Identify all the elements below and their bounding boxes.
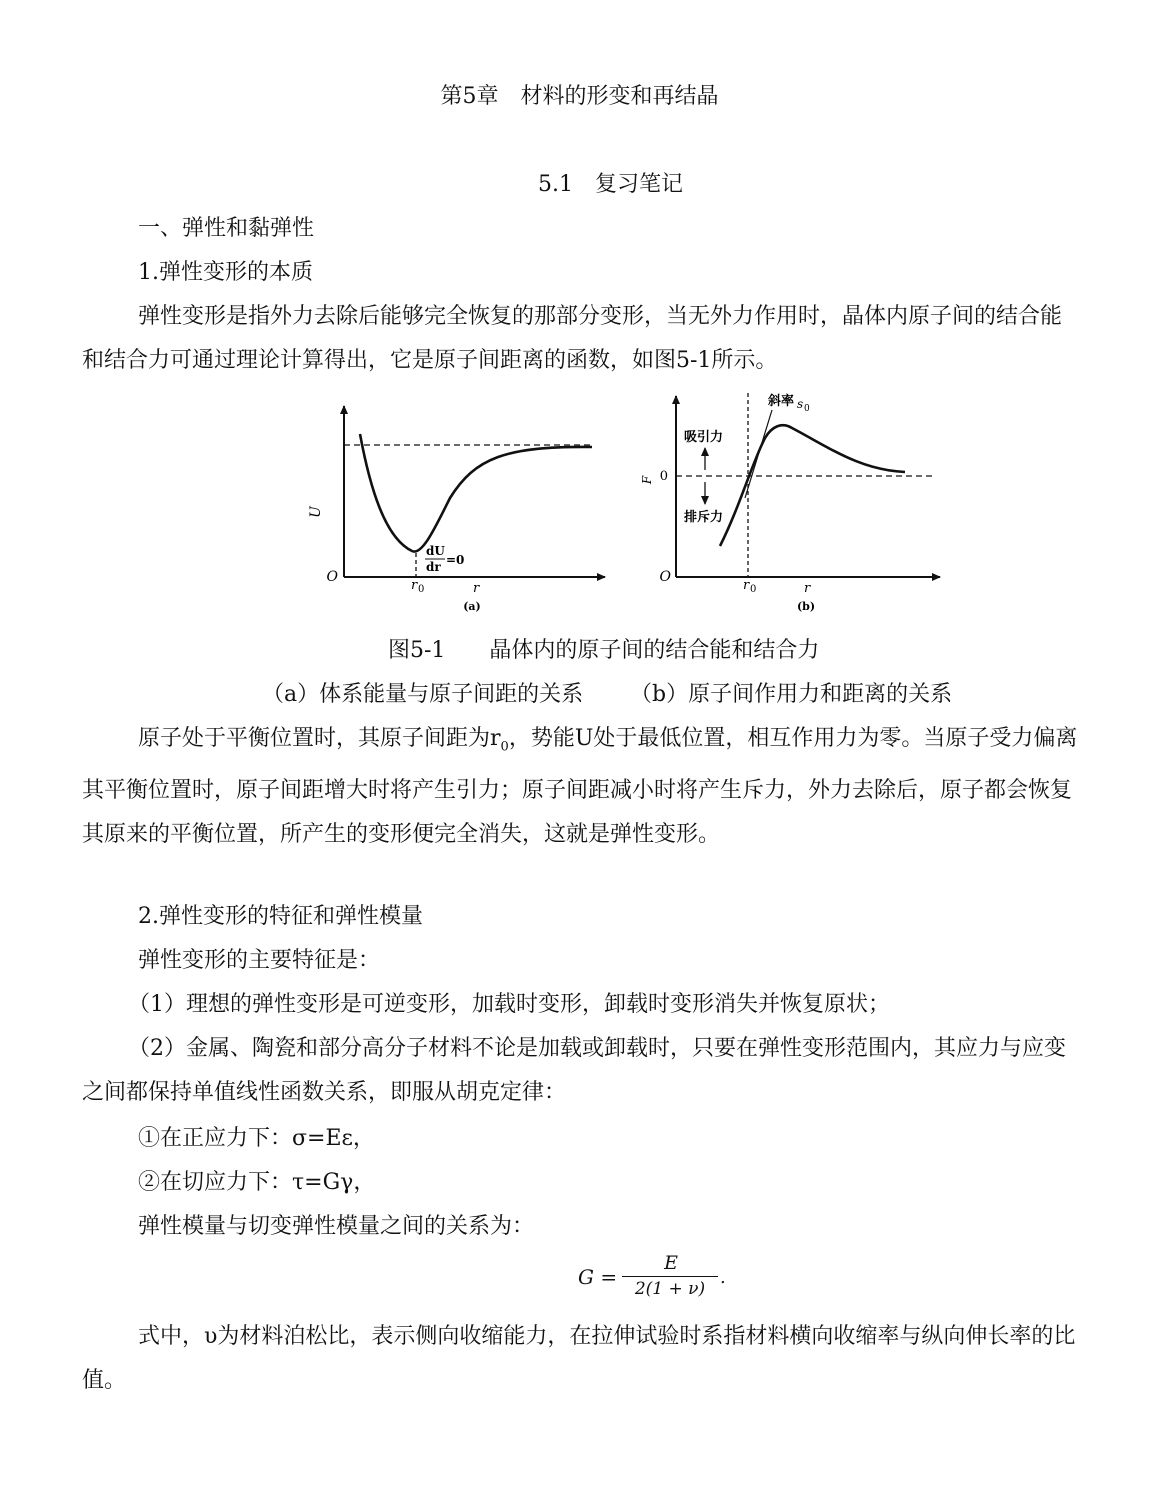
deriv-eq: =0 — [446, 553, 465, 567]
list-item-2: （2）金属、陶瓷和部分高分子材料不论是加载或卸载时，只要在弹性变形范围内，其应力与应变之间都保持单值线性函数关系，即服从胡克定律： — [82, 1036, 1067, 1105]
paragraph-elastic-definition: 弹性变形是指外力去除后能够完全恢复的那部分变形，当无外力作用时，晶体内原子间的结合能和结合力可通过理论计算得出，它是原子间距离的函数，如图5-1所示。 — [82, 304, 1063, 373]
heading-elasticity: 一、弹性和黏弹性 — [138, 216, 315, 241]
figure-subcaption-a: （a）体系能量与原子间距的关系 — [262, 682, 584, 707]
figure-caption: 图5-1 晶体内的原子间的结合能和结合力 — [388, 638, 820, 663]
heading-elastic-features: 2.弹性变形的特征和弹性模量 — [138, 904, 423, 929]
chapter-title: 第5章 材料的形变和再结晶 — [440, 84, 719, 109]
slope-sub: 0 — [804, 404, 810, 414]
list-item-1: （1）理想的弹性变形是可逆变形，加载时变形，卸载时变形消失并恢复原状； — [128, 992, 890, 1017]
paragraph-equilibrium — [82, 717, 1082, 857]
slope-symbol: s — [797, 397, 804, 411]
formula-period: . — [720, 1267, 726, 1288]
panel-b-force-curve — [640, 393, 940, 613]
formula-numerator: E — [664, 1252, 678, 1274]
r0-label-a: r — [411, 578, 418, 593]
repel-label: 排斥力 — [684, 510, 724, 525]
energy-curve — [360, 434, 592, 552]
hooke-law-normal: ①在正应力下：σ=Eε， — [138, 1126, 375, 1151]
zero-label-b: 0 — [659, 469, 668, 484]
r0-sub-b: 0 — [750, 584, 757, 595]
paragraph-features-intro: 弹性变形的主要特征是： — [138, 948, 381, 973]
y-label-f: F — [640, 475, 654, 485]
deriv-num: dU — [426, 544, 445, 558]
x-label-b: r — [804, 581, 811, 596]
paragraph-equilibrium-part2: ，势能U处于最低位置，相互作用力为零。当原子受力偏离其平衡位置时，原子间距增大时将产生引力；原子间距减小时将产生斥力，外力去除后，原子都会恢复其原来的平衡位置，所产生的变形便完全消失，这就是弹性变形。 — [82, 726, 1078, 848]
slope-label: 斜率 — [768, 394, 795, 409]
r0-subscript: 0 — [500, 739, 509, 755]
panel-a-energy-curve — [308, 406, 605, 613]
origin-a: O — [326, 569, 338, 585]
origin-b: O — [659, 569, 671, 585]
slope-tangent — [745, 410, 772, 498]
paragraph-poisson-ratio: 式中，υ为材料泊松比，表示侧向收缩能力，在拉伸试验时系指材料横向收缩率与纵向伸长率的比值。 — [82, 1324, 1076, 1393]
formula-lhs: G = — [578, 1265, 618, 1289]
hooke-law-shear: ②在切应力下：τ=Gγ， — [138, 1170, 376, 1195]
figure-5-1 — [300, 388, 960, 618]
x-label-a: r — [473, 581, 480, 596]
attract-label: 吸引力 — [684, 430, 724, 445]
paragraph-modulus-relation: 弹性模量与切变弹性模量之间的关系为： — [138, 1214, 535, 1239]
section-title: 5.1 复习笔记 — [538, 172, 683, 197]
deriv-den: dr — [426, 560, 441, 574]
formula-fraction-bar — [622, 1276, 718, 1277]
paragraph-equilibrium-part1: 原子处于平衡位置时，其原子间距为r — [138, 726, 501, 751]
heading-elastic-nature: 1.弹性变形的本质 — [138, 260, 313, 285]
formula-denominator: 2(1 + ν) — [634, 1279, 706, 1299]
panel-label-b: (b) — [796, 600, 816, 613]
r0-sub-a: 0 — [418, 584, 425, 595]
y-label-u: U — [308, 506, 324, 518]
r0-label-b: r — [743, 578, 750, 593]
figure-subcaption-b: （b）原子间作用力和距离的关系 — [630, 682, 953, 707]
panel-label-a: (a) — [463, 600, 481, 613]
